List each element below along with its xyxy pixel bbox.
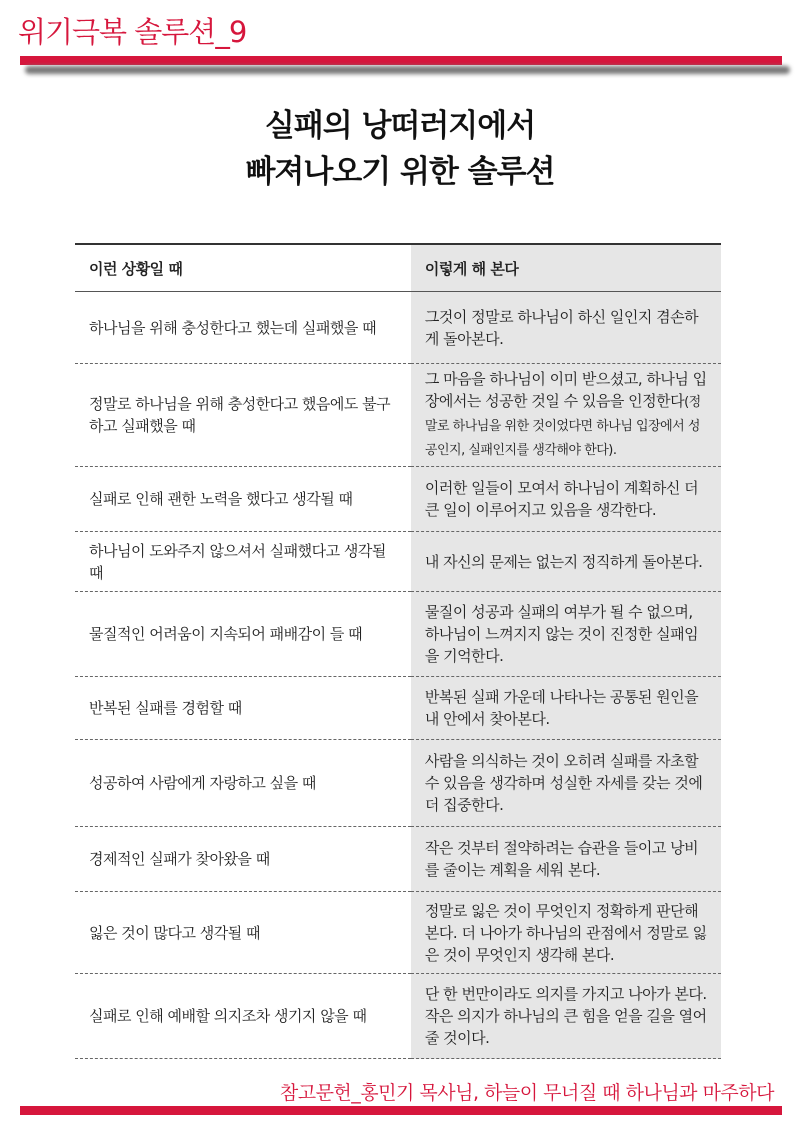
header-action: 이렇게 해 본다 xyxy=(411,244,721,292)
action-cell xyxy=(411,292,721,364)
situation-cell: 잃은 것이 많다고 생각될 때 xyxy=(75,892,411,974)
action-text: 물질이 성공과 실패의 여부가 될 수 없으며, 하나님이 느껴지지 않는 것이 진정한 실패임을 기억한다. xyxy=(424,603,699,665)
table-row xyxy=(75,740,721,827)
action-text: 그 마음을 하나님이 이미 받으셨고, 하나님 입장에서는 성공한 것일 수 있음을 인정한다 xyxy=(424,370,707,410)
reference-text: 참고문헌_홍민기 목사님, 하늘이 무너질 때 하나님과 마주하다 xyxy=(279,1082,774,1104)
action-text: 사람을 의식하는 것이 오히려 실패를 자초할 수 있음을 생각하며 성실한 자세를 갖는 것에 더 집중한다. xyxy=(424,752,703,814)
action-cell xyxy=(411,827,721,892)
solutions-table xyxy=(75,243,721,1059)
table-header-row xyxy=(75,244,721,292)
section-header: 위기극복 솔루션_9 xyxy=(18,15,247,49)
action-cell xyxy=(411,974,721,1059)
action-text: 단 한 번만이라도 의지를 가지고 나아가 본다. 작은 의지가 하나님의 큰 힘을 얻을 길을 열어 줄 것이다. xyxy=(424,985,707,1047)
bottom-red-bar xyxy=(20,1106,782,1115)
action-text: 정말로 잃은 것이 무엇인지 정확하게 판단해 본다. 더 나아가 하나님의 관점에서 정말로 잃은 것이 무엇인지 생각해 본다. xyxy=(424,901,707,964)
situation-cell: 경제적인 실패가 찾아왔을 때 xyxy=(75,827,411,892)
action-text: 이러한 일들이 모여서 하나님이 계획하신 더 큰 일이 이루어지고 있음을 생각한다. xyxy=(424,479,699,519)
table-row xyxy=(75,467,721,532)
action-cell xyxy=(411,532,721,592)
table-row xyxy=(75,592,721,677)
table-row xyxy=(75,974,721,1059)
table-row xyxy=(75,532,721,592)
situation-cell: 반복된 실패를 경험할 때 xyxy=(75,677,411,740)
action-text: 작은 것부터 절약하려는 습관을 들이고 낭비를 줄이는 계획을 세워 본다. xyxy=(424,839,699,879)
action-text: 반복된 실패 가운데 나타나는 공통된 원인을 내 안에서 찾아본다. xyxy=(424,688,699,728)
situation-cell: 실패로 인해 괜한 노력을 했다고 생각될 때 xyxy=(75,467,411,532)
situation-cell: 실패로 인해 예배할 의지조차 생기지 않을 때 xyxy=(75,974,411,1059)
action-cell xyxy=(411,467,721,532)
action-cell xyxy=(411,892,721,974)
situation-cell: 성공하여 사람에게 자랑하고 싶을 때 xyxy=(75,740,411,827)
situation-cell: 정말로 하나님을 위해 충성한다고 했음에도 불구하고 실패했을 때 xyxy=(75,364,411,467)
action-text: 내 자신의 문제는 없는지 정직하게 돌아본다. xyxy=(424,552,703,571)
action-cell xyxy=(411,592,721,677)
header-situation: 이런 상황일 때 xyxy=(75,244,411,292)
title-line-1: 실패의 낭떠러지에서 xyxy=(264,108,536,144)
table-row xyxy=(75,827,721,892)
action-text: 그것이 정말로 하나님이 하신 일인지 겸손하게 돌아본다. xyxy=(424,307,699,348)
table-row xyxy=(75,292,721,364)
action-cell xyxy=(411,677,721,740)
situation-cell: 하나님을 위해 충성한다고 했는데 실패했을 때 xyxy=(75,292,411,364)
action-cell xyxy=(411,740,721,827)
action-cell xyxy=(411,364,721,467)
situation-cell: 하나님이 도와주지 않으셔서 실패했다고 생각될 때 xyxy=(75,532,411,592)
situation-cell: 물질적인 어려움이 지속되어 패배감이 들 때 xyxy=(75,592,411,677)
title-line-2: 빠져나오기 위한 솔루션 xyxy=(245,154,555,190)
table-row xyxy=(75,677,721,740)
table-row xyxy=(75,364,721,467)
action-note: (정말로 하나님을 위한 것이었다면 하나님 입장에서 성공인지, 실패인지를 생각해야 한다). xyxy=(424,395,701,458)
document-title xyxy=(0,103,800,195)
top-red-bar xyxy=(20,56,782,65)
shadow-divider xyxy=(25,66,790,74)
table-row xyxy=(75,892,721,974)
